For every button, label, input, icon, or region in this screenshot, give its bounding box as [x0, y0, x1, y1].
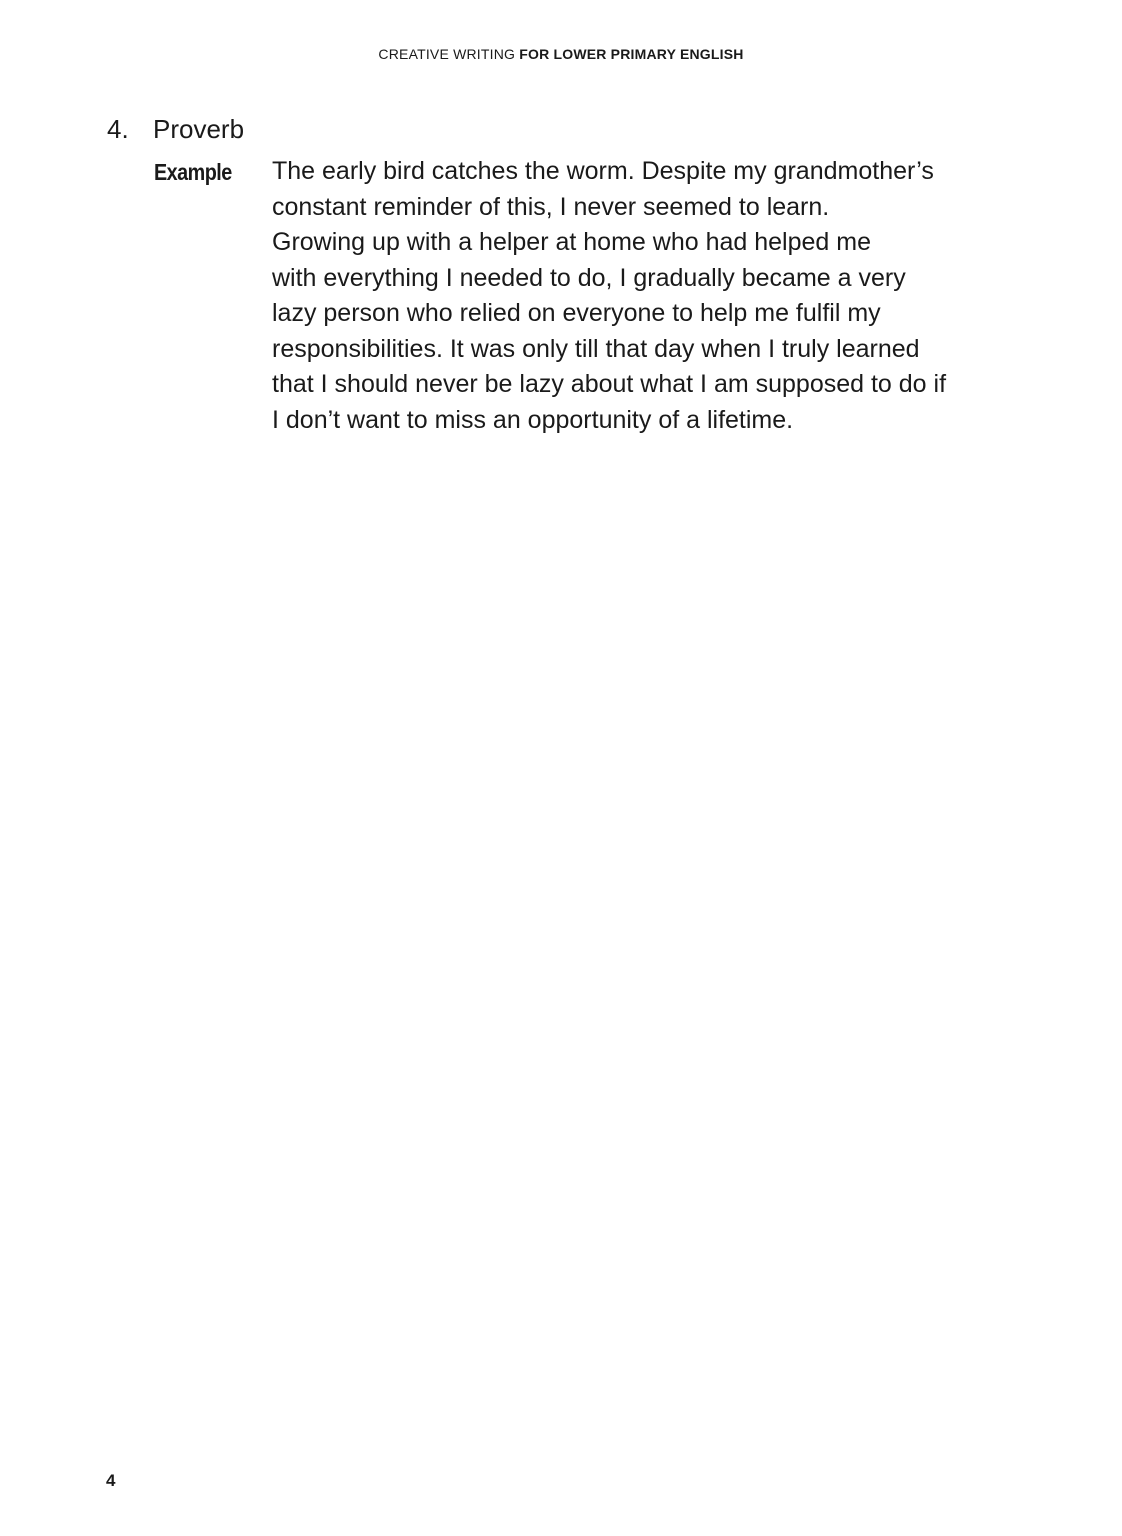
example-label: Example	[154, 159, 232, 185]
item-heading	[107, 114, 244, 145]
example-line: with everything I needed to do, I gradually became a very	[272, 263, 906, 292]
item-number: 4.	[107, 114, 129, 144]
example-line: that I should never be lazy about what I am supposed to do if	[272, 370, 947, 398]
header-title-series: CREATIVE WRITING	[378, 46, 516, 62]
example-line: I don’t want to miss an opportunity of a lifetime.	[272, 405, 794, 434]
example-paragraph	[272, 154, 1032, 438]
item-title: Proverb	[153, 114, 245, 144]
example-line: constant reminder of this, I never seemed to learn.	[272, 192, 830, 221]
example-line: Growing up with a helper at home who had helped me	[272, 228, 871, 256]
example-line: responsibilities. It was only till that day when I truly learned	[272, 334, 920, 363]
example-line: lazy person who relied on everyone to help me fulfil my	[272, 299, 881, 327]
example-line: The early bird catches the worm. Despite my grandmother’s	[272, 157, 934, 185]
page-number: 4	[106, 1471, 116, 1490]
running-header	[0, 46, 1122, 62]
header-title-level: FOR LOWER PRIMARY ENGLISH	[519, 46, 744, 62]
